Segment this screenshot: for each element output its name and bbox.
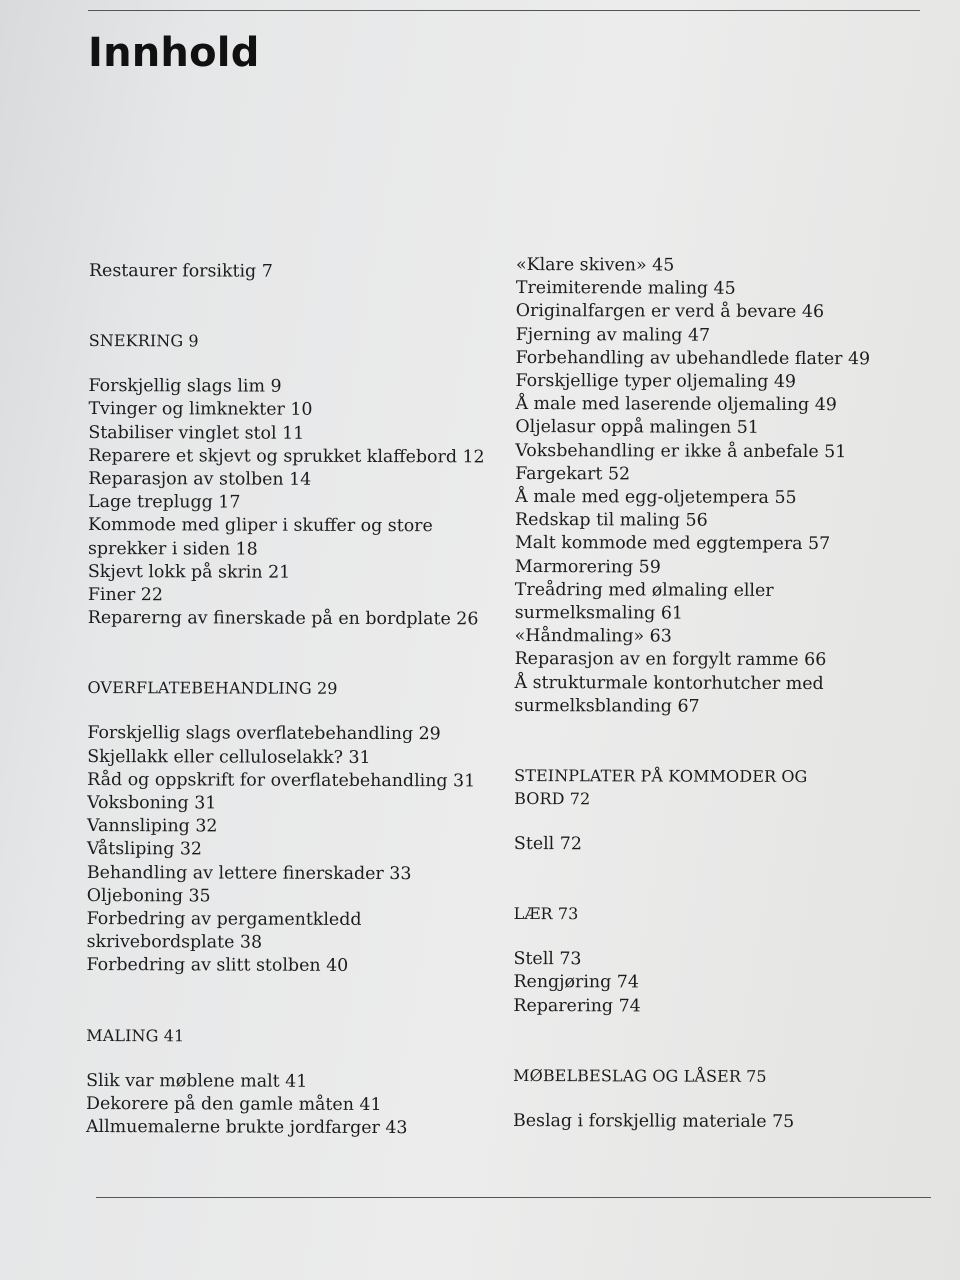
- toc-entry[interactable]: Dekorere på den gamle måten 41: [86, 1093, 382, 1115]
- toc-entry[interactable]: Å strukturmale kontorhutcher med surmelksblanding 67: [514, 672, 824, 717]
- toc-entry[interactable]: Råd og oppskrift for overflatebehandling 31: [87, 769, 476, 792]
- toc-entry[interactable]: Skjevt lokk på skrin 21: [87, 561, 291, 583]
- toc-right-column: [513, 254, 921, 1134]
- toc-entry[interactable]: Allmuemalerne brukte jordfarger 43: [85, 1117, 408, 1139]
- toc-entry[interactable]: Reparere et skjevt og sprukket klaffebord 12: [88, 445, 485, 468]
- toc-entry[interactable]: Skjellakk eller celluloselakk? 31: [87, 746, 371, 768]
- toc-entry[interactable]: Oljelasur oppå malingen 51: [515, 417, 759, 439]
- toc-entry[interactable]: Originalfargen er verd å bevare 46: [515, 301, 825, 323]
- top-rule: [88, 10, 920, 11]
- toc-entry[interactable]: Reparasjon av stolben 14: [88, 469, 312, 490]
- toc-entry[interactable]: Malt kommode med eggtempera 57: [514, 533, 831, 555]
- toc-entry[interactable]: Forbedring av pergamentkledd skrivebordsplate 38: [86, 909, 362, 953]
- toc-entry[interactable]: Å male med laserende oljemaling 49: [515, 394, 837, 416]
- toc-entry[interactable]: Rengjøring 74: [513, 972, 639, 993]
- section-heading-overflatebehandling[interactable]: OVERFLATEBEHANDLING 29: [87, 678, 338, 699]
- bottom-rule: [96, 1197, 931, 1198]
- toc-entry[interactable]: Vannsliping 32: [86, 816, 218, 837]
- section-heading-maling[interactable]: MALING 41: [86, 1025, 185, 1046]
- toc-entry[interactable]: «Klare skiven» 45: [515, 255, 675, 276]
- toc-entry[interactable]: Forskjellig slags overflatebehandling 29: [87, 723, 441, 745]
- toc-entry[interactable]: Reparerng av finerskade på en bordplate 26: [87, 608, 479, 630]
- toc-entry[interactable]: Reparering 74: [513, 995, 641, 1017]
- section-heading-laer[interactable]: LÆR 73: [513, 904, 579, 924]
- toc-entry[interactable]: Finer 22: [87, 585, 163, 606]
- toc-entry[interactable]: Treimiterende maling 45: [515, 278, 736, 299]
- section-heading-snekring[interactable]: SNEKRING 9: [88, 331, 199, 351]
- toc-entry[interactable]: Forbehandling av ubehandlede flater 49: [515, 347, 871, 370]
- toc-entry[interactable]: Voksboning 31: [87, 793, 217, 814]
- toc-entry[interactable]: Reparasjon av en forgylt ramme 66: [514, 649, 827, 671]
- toc-entry[interactable]: Våtsliping 32: [86, 839, 203, 860]
- toc-entry[interactable]: Forbedring av slitt stolben 40: [86, 955, 349, 977]
- toc-entry[interactable]: Stell 73: [513, 949, 582, 970]
- toc-entry[interactable]: Beslag i forskjellig materiale 75: [512, 1110, 795, 1132]
- page-title: Innhold: [88, 30, 260, 76]
- toc-entry[interactable]: «Håndmaling» 63: [514, 626, 672, 647]
- toc-entry[interactable]: Voksbehandling er ikke å anbefale 51: [515, 440, 847, 462]
- toc-entry[interactable]: Lage treplugg 17: [88, 492, 241, 513]
- toc-entry[interactable]: Stabiliser vinglet stol 11: [88, 422, 305, 444]
- toc-entry[interactable]: Marmorering 59: [514, 556, 661, 578]
- section-heading-steinplater[interactable]: STEINPLATER PÅ KOMMODER OG BORD 72: [514, 766, 808, 809]
- toc-entry[interactable]: Slik var møblene malt 41: [86, 1070, 308, 1092]
- toc-entry[interactable]: Fargekart 52: [515, 463, 631, 485]
- toc-entry[interactable]: Stell 72: [513, 834, 582, 855]
- toc-entry[interactable]: Forskjellige typer oljemaling 49: [515, 371, 797, 392]
- section-heading-mobelbeslag[interactable]: MØBELBESLAG OG LÅSER 75: [513, 1065, 767, 1086]
- toc-entry[interactable]: Å male med egg-oljetempera 55: [515, 487, 797, 509]
- toc-entry[interactable]: Fjerning av maling 47: [515, 324, 711, 346]
- toc-entry[interactable]: Redskap til maling 56: [515, 510, 708, 531]
- toc-entry[interactable]: Forskjellig slags lim 9: [88, 376, 282, 397]
- toc-entry[interactable]: Oljeboning 35: [86, 885, 211, 907]
- toc-entry-restaurer[interactable]: Restaurer forsiktig 7: [88, 261, 273, 282]
- toc-entry[interactable]: Treådring med ølmaling eller surmelksmaling 61: [514, 579, 774, 624]
- toc-entry[interactable]: Tvinger og limknekter 10: [88, 399, 313, 421]
- toc-entry[interactable]: Kommode med gliper i skuffer og store sprekker i siden 18: [87, 515, 433, 560]
- toc-entry[interactable]: Behandling av lettere finerskader 33: [86, 862, 412, 884]
- toc-left-column: [86, 260, 509, 1141]
